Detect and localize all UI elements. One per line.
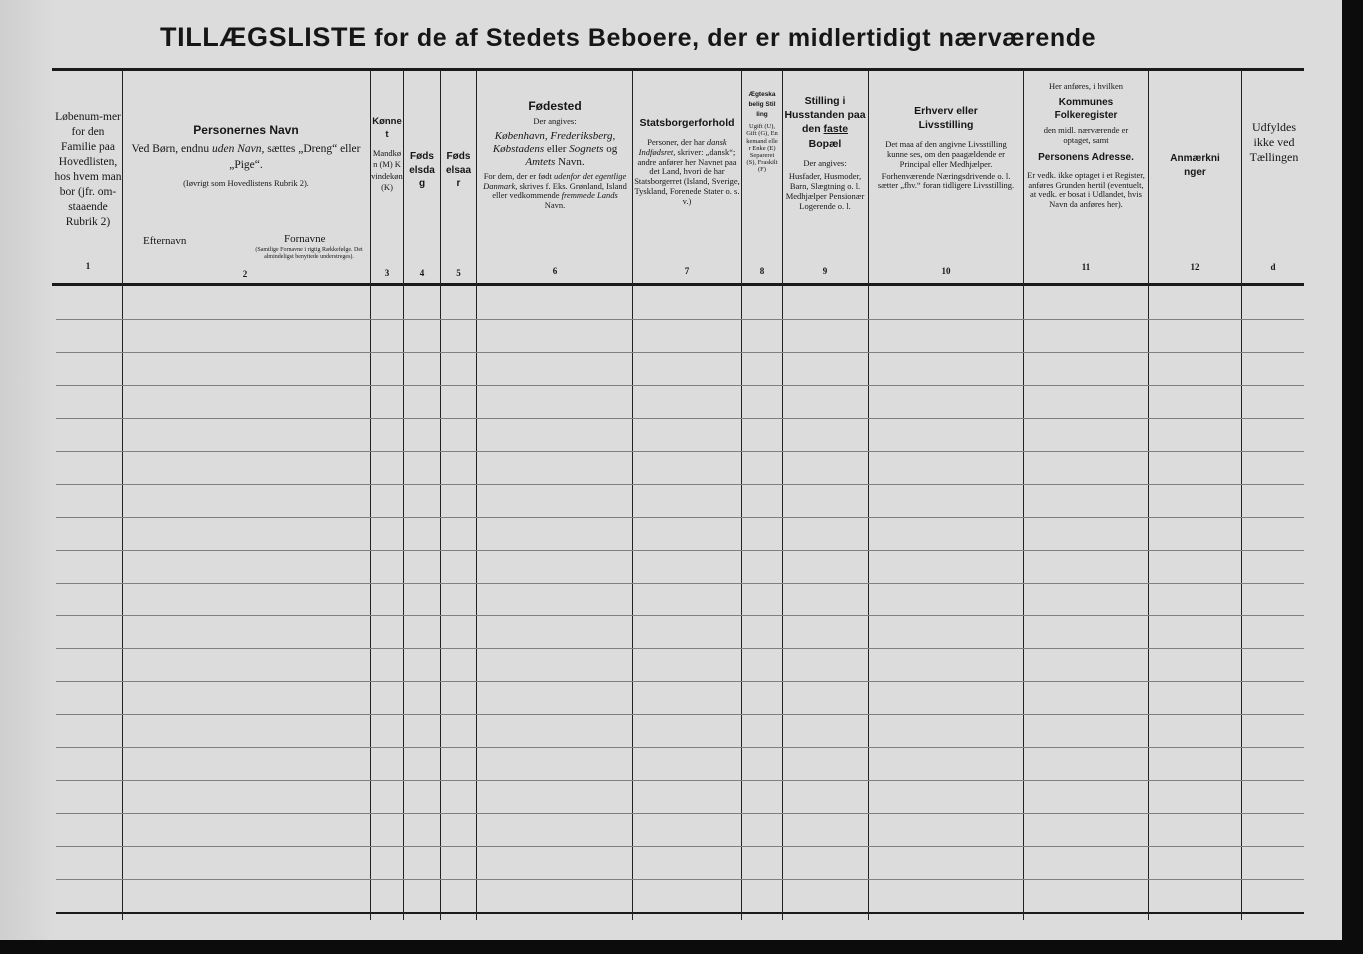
col-1-text: Løbenum-mer for den Familie paa Hovedlisten, hos hvem man bor (jfr. om-staaende Rubrik 2) <box>54 111 122 228</box>
title-sub: for de af Stedets Beboere, der er midlertidigt nærværende <box>374 24 1097 52</box>
table-row-rule <box>56 583 1304 584</box>
col-6-born: For dem, der er født <box>483 170 552 181</box>
col-11-heading2: Personens Adresse. <box>1038 152 1134 164</box>
col-d-header <box>1248 120 1300 165</box>
col-6-land: Navn. <box>544 200 566 211</box>
col-divider <box>1148 70 1149 920</box>
col-11-heading: Kommunes Folkeregister <box>1054 96 1118 122</box>
col-2-firstname-note: (Samtlige Fornavne i rigtig Rækkefølge. Det almindeligst benyttede understreges). <box>255 247 363 260</box>
col-5-number: 5 <box>456 268 461 278</box>
paper-shade <box>0 0 58 954</box>
scan-edge-bottom <box>0 940 1363 954</box>
col-6-foreign: fremmede Lands <box>561 190 618 201</box>
col-2-heading: Personernes Navn <box>193 123 299 137</box>
col-divider <box>122 70 123 920</box>
top-rule <box>52 68 1304 71</box>
table-row-rule <box>56 517 1304 518</box>
col-9-text2: Husfader, Husmoder, Barn, Slægtning o. l. Medhjælper Pensionær Logerende o. l. <box>785 171 865 211</box>
table-row-rule <box>56 615 1304 616</box>
col-10-text: Det maa af den angivne Livsstilling kunne ses, om den paagældende er Principal eller Medhjælper. <box>885 139 1007 169</box>
table-row-rule <box>56 385 1304 386</box>
col-10-header <box>876 104 1016 191</box>
col-3-text: Mandkøn (M) Kvindekøn (K) <box>371 147 403 193</box>
col-3-header <box>371 116 403 194</box>
col-8-text: Ugift (U), Gift (G), Enkemand eller Enke (E) Separeret (S), Fraskilt (F) <box>746 123 778 174</box>
col-12-heading: Anmærkninger <box>1170 153 1220 178</box>
table-row-rule <box>56 813 1304 814</box>
col-divider <box>741 70 742 920</box>
col-8-number: 8 <box>759 266 765 276</box>
col-6-header <box>482 98 628 211</box>
col-11-text3: Er vedk. ikke optaget i et Register, anføres Grunden hertil (eventuelt, at vedk. er bosat i Udlandet, hvis Navn da anføres her). <box>1027 169 1145 210</box>
col-divider <box>370 70 371 920</box>
col-6-heading: Fødested <box>528 99 582 113</box>
form-title <box>160 18 1205 56</box>
col-3-number: 3 <box>384 268 390 278</box>
col-divider <box>1023 70 1024 920</box>
col-8-heading: Ægteskabelig Stilling <box>748 91 776 118</box>
table-row-rule <box>56 846 1304 847</box>
col-10-number: 10 <box>941 266 951 276</box>
col-7-heading: Statsborgerforhold <box>639 117 735 129</box>
col-6-or: eller <box>546 142 567 155</box>
col-6-places: København, Frederiksberg, Købstadens <box>492 129 616 155</box>
col-6-outside: udenfor det egentlige Danmark, <box>483 170 627 191</box>
col-2-firstname-label: Fornavne <box>284 233 326 245</box>
col-7-header <box>634 116 740 207</box>
bottom-rule <box>56 912 1304 914</box>
col-divider <box>632 70 633 920</box>
col-11-header <box>1026 82 1146 210</box>
table-row-rule <box>56 714 1304 715</box>
col-10-text2: Forhenværende Næringsdrivende o. l. sætter „fhv.“ foran tidligere Livsstilling. <box>877 170 1015 191</box>
col-d-number: d <box>1270 262 1276 272</box>
title-main: TILLÆGSLISTE <box>160 22 367 52</box>
col-7-text2: skriver: „dansk“; andre anfører her Navnet paa det Land, hvori de har Statsborgerret (Island, Sverige, Tyskland, Forenede Stater o. s. v.) <box>634 146 740 206</box>
table-row-rule <box>56 648 1304 649</box>
table-row-rule <box>56 352 1304 353</box>
table-row-rule <box>56 747 1304 748</box>
col-7-text: Personer, der har <box>647 137 705 148</box>
table-row-rule <box>56 484 1304 485</box>
col-divider <box>403 70 404 920</box>
col-6-name: Navn. <box>558 155 585 168</box>
col-2-header <box>128 122 364 190</box>
col-divider <box>868 70 869 920</box>
col-5-heading: Fødselsaar <box>445 151 472 189</box>
col-6-example: skrives f. Eks. Grønland, Island eller vedkommende <box>492 180 627 201</box>
col-2-number: 2 <box>242 269 248 279</box>
col-9-text: Der angives: <box>803 157 847 168</box>
header-bottom-rule <box>52 283 1304 286</box>
col-1-number: 1 <box>85 261 91 271</box>
col-divider <box>440 70 441 920</box>
col-divider <box>782 70 783 920</box>
col-2-text2: sættes „Dreng“ eller „Pige“. <box>229 143 361 171</box>
col-6-and: og <box>606 142 618 155</box>
table-row-rule <box>56 319 1304 320</box>
col-2-surname-label: Efternavn <box>143 235 187 247</box>
col-6-parish: Sognets <box>569 142 604 155</box>
col-9-header <box>784 94 866 212</box>
col-9-heading-underlined: faste <box>823 123 849 136</box>
col-9-heading2: Bopæl <box>808 137 842 150</box>
col-3-heading: Kønnet <box>372 116 402 140</box>
col-4-heading: Fødselsdag <box>409 151 435 189</box>
col-2-note: (Iøvrigt som Hovedlistens Rubrik 2). <box>183 178 309 189</box>
col-10-heading: Erhverv eller Livsstilling <box>914 105 978 132</box>
col-7-text-italic: dansk Indfødsret, <box>638 137 727 157</box>
table-row-rule <box>56 879 1304 880</box>
col-1-header <box>54 110 122 230</box>
col-divider <box>1241 70 1242 920</box>
col-11-number: 11 <box>1081 262 1091 272</box>
col-4-number: 4 <box>419 268 425 278</box>
col-6-text: Der angives: <box>533 116 577 127</box>
col-11-text: Her anføres, i hvilken <box>1048 81 1124 91</box>
col-9-number: 9 <box>822 266 828 276</box>
col-d-text: Udfyldes ikke ved Tællingen <box>1249 120 1299 164</box>
col-6-number: 6 <box>552 266 558 276</box>
col-9-heading: Stilling i Husstanden paa den <box>784 95 866 136</box>
col-12-number: 12 <box>1190 262 1200 272</box>
table-row-rule <box>56 681 1304 682</box>
table-row-rule <box>56 780 1304 781</box>
scan-edge-right <box>1342 0 1363 954</box>
col-2-text-italic: uden Navn, <box>211 143 265 156</box>
col-11-text2: den midl. nærværende er optaget, samt <box>1043 124 1129 145</box>
col-8-header <box>743 90 781 173</box>
table-row-rule <box>56 418 1304 419</box>
table-row-rule <box>56 550 1304 551</box>
col-6-county: Amtets <box>525 155 556 168</box>
table-row-rule <box>56 451 1304 452</box>
col-2-text: Ved Børn, endnu <box>131 143 210 156</box>
col-7-number: 7 <box>684 266 690 276</box>
col-divider <box>476 70 477 920</box>
